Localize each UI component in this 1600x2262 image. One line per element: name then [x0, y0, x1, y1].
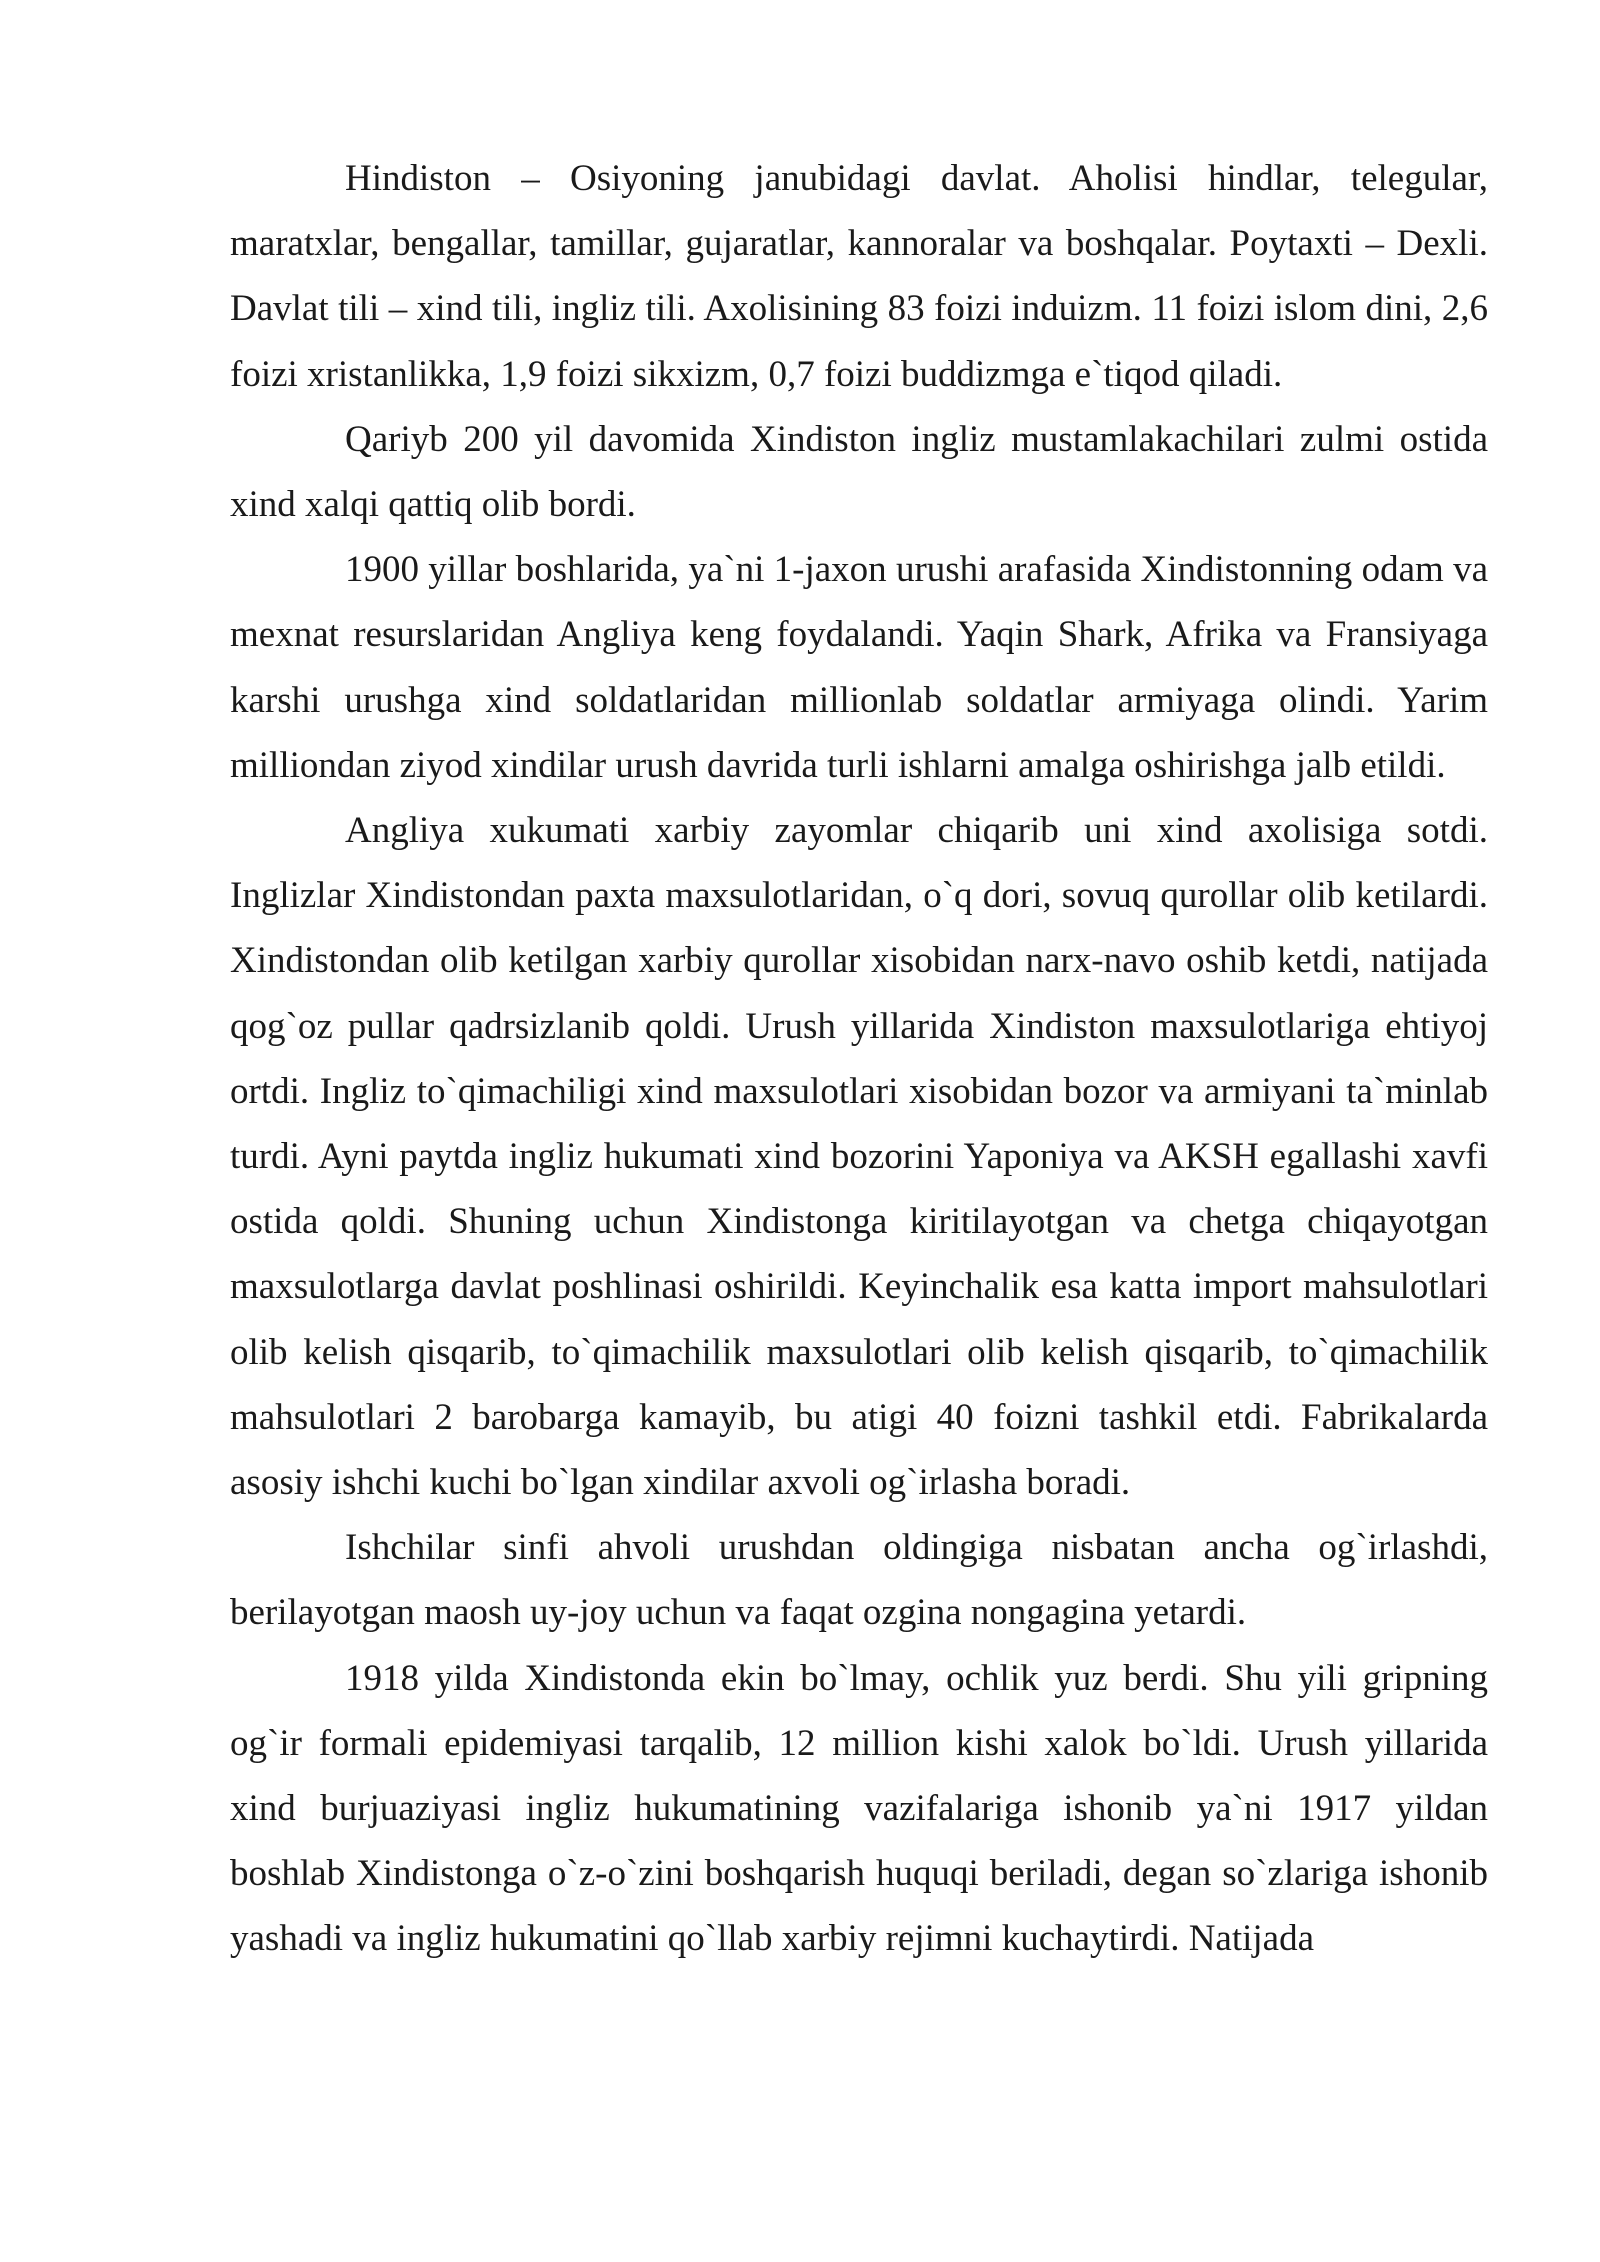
paragraph-war-economy: Angliya xukumati xarbiy zayomlar chiqarib uni xind axolisiga sotdi. Inglizlar Xindistondan paxta maxsulotlaridan, o`q dori, sovuq qurollar olib ketilardi. Xindistondan olib ketilgan xarbiy qurollar xisobidan narx-navo oshib ketdi, natijada qog`oz pullar qadrsizlanib qoldi. Urush yillarida Xindiston maxsulotlariga ehtiyoj ortdi. Ingliz to`qimachiligi xind maxsulotlari xisobidan bozor va armiyani ta`minlab turdi. Ayni paytda ingliz hukumati xind bozorini Yaponiya va AKSH egallashi xavfi ostida qoldi. Shuning uchun Xindistonga kiritilayotgan va chetga chiqayotgan maxsulotlarga davlat poshlinasi oshirildi. Keyinchalik esa katta import mahsulotlari olib kelish qisqarib, to`qimachilik maxsulotlari olib kelish qisqarib, to`qimachilik mahsulotlari 2 barobarga kamayib, bu atigi 40 foizni tashkil etdi. Fabrikalarda asosiy ishchi kuchi bo`lgan xindilar axvoli og`irlasha boradi.: [230, 810, 1488, 1504]
paragraph-colonial-rule: Qariyb 200 yil davomida Xindiston ingliz mustamlakachilari zulmi ostida xind xalqi qattiq olib bordi.: [230, 418, 1488, 526]
paragraph-workers-conditions: Ishchilar sinfi ahvoli urushdan oldingiga nisbatan ancha og`irlashdi, berilayotgan maosh uy-joy uchun va faqat ozgina nongagina yetardi.: [230, 1527, 1488, 1634]
paragraph-1918-famine: 1918 yilda Xindistonda ekin bo`lmay, ochlik yuz berdi. Shu yili gripning og`ir formali epidemiyasi tarqalib, 12 million kishi xalok bo`ldi. Urush yillarida xind burjuaziyasi ingliz hukumatining vazifalariga ishonib ya`ni 1917 yildan boshlab Xindistonga o`z-o`zini boshqarish huquqi beriladi, degan so`zlariga ishonib yashadi va ingliz hukumatini qo`llab xarbiy rejimni kuchaytirdi. Natijada: [230, 1657, 1488, 1960]
paragraph-india-overview: Hindiston – Osiyoning janubidagi davlat. Aholisi hindlar, telegular, maratxlar, bengallar, tamillar, gujaratlar, kannoralar va boshqalar. Poytaxti – Dexli. Davlat tili – xind tili, ingliz tili. Axolisining 83 foizi induizm. 11 foizi islom dini, 2,6 foizi xristanlikka, 1,9 foizi sikxizm, 0,7 foizi buddizmga e`tiqod qiladi.: [230, 158, 1488, 395]
paragraph-ww1-resources: 1900 yillar boshlarida, ya`ni 1-jaxon urushi arafasida Xindistonning odam va mexnat resurslaridan Angliya keng foydalandi. Yaqin Shark, Afrika va Fransiyaga karshi urushga xind soldatlaridan millionlab soldatlar armiyaga olindi. Yarim milliondan ziyod xindilar urush davrida turli ishlarni amalga oshirishga jalb etildi.: [230, 549, 1488, 786]
document-page: [230, 146, 1488, 1972]
